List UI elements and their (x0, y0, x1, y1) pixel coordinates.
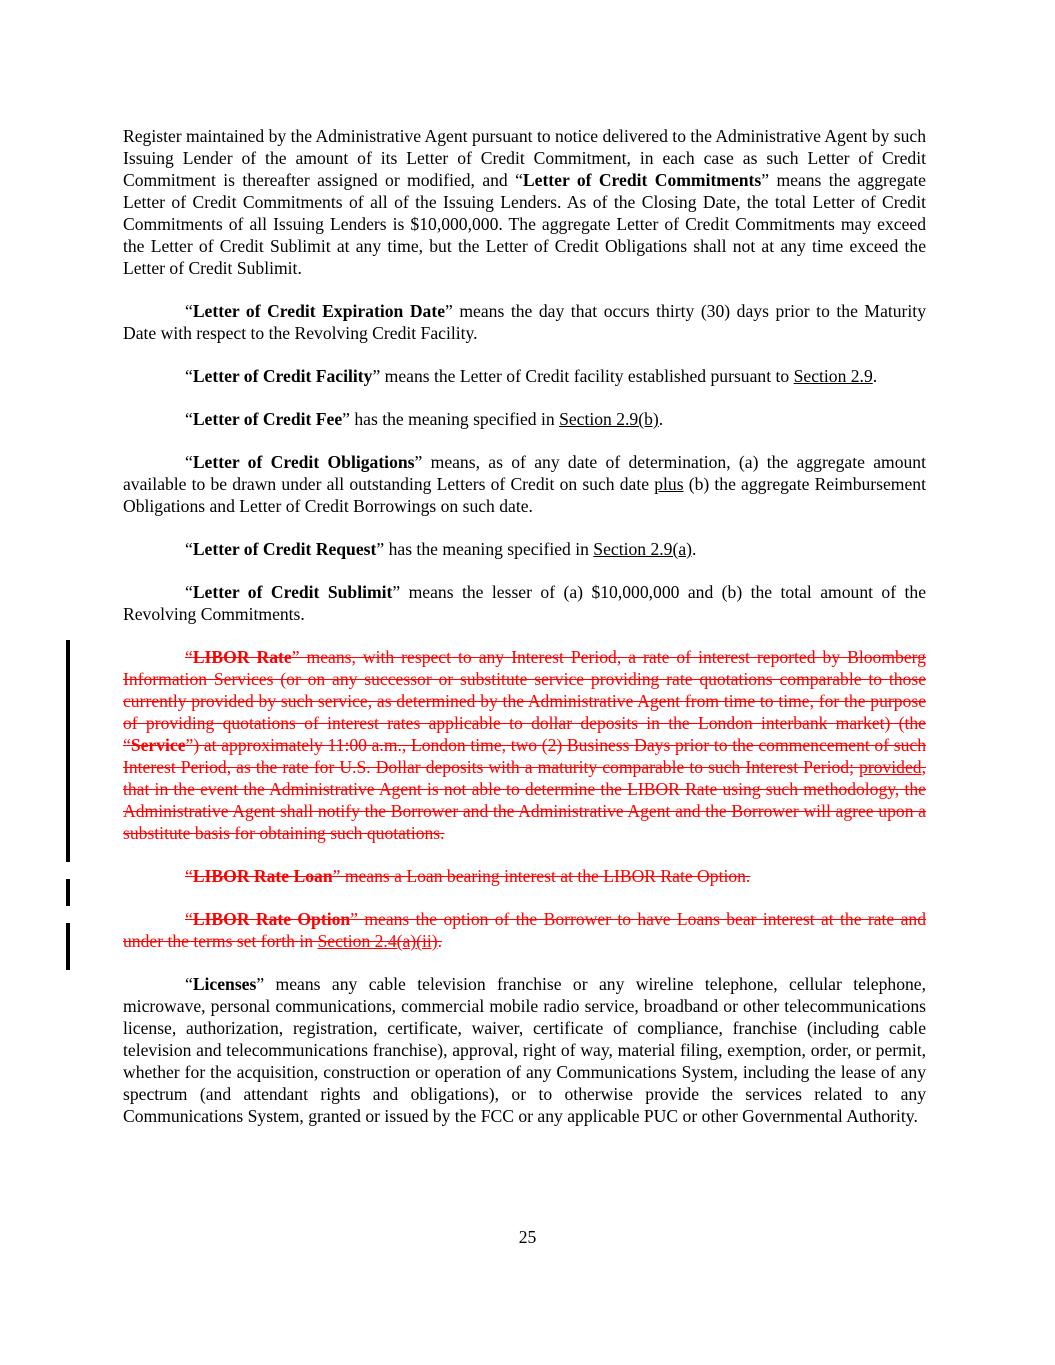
page-number: 25 (518, 1227, 537, 1247)
change-bar (66, 879, 70, 906)
defined-term: Service (130, 735, 186, 755)
section-reference: Section 2.9 (793, 366, 873, 386)
defined-term: Letter of Credit Sublimit (192, 582, 393, 602)
definition-letter-of-credit-expiration-date: “Letter of Credit Expiration Date” means the day that occurs thirty (30) days prior to the Maturity Date with respect to the Revolving Credit Facility. (123, 301, 926, 343)
deleted-definition-libor-rate-loan: “LIBOR Rate Loan” means a Loan bearing interest at the LIBOR Rate Option. (185, 866, 751, 886)
definition-letter-of-credit-sublimit: “Letter of Credit Sublimit” means the lesser of (a) $10,000,000 and (b) the total amount of the Revolving Commitments. (123, 582, 927, 624)
defined-term: LIBOR Rate (192, 647, 292, 667)
defined-term: LIBOR Rate Option (192, 909, 351, 929)
underlined-word: provided (859, 757, 922, 777)
defined-term: Letter of Credit Obligations (192, 452, 415, 472)
section-reference: Section 2.9(b) (559, 409, 659, 429)
definition-letter-of-credit-fee: “Letter of Credit Fee” has the meaning specified in Section 2.9(b). (185, 409, 664, 429)
document-page (123, 125, 926, 1148)
definition-letter-of-credit-facility: “Letter of Credit Facility” means the Letter of Credit facility established pursuant to Section 2.9. (185, 366, 878, 386)
defined-term: Letter of Credit Expiration Date (192, 301, 446, 321)
deleted-definition-libor-rate-option: “LIBOR Rate Option” means the option of the Borrower to have Loans bear interest at the rate and under the terms set forth in Section 2.4(a)(ii). (123, 909, 926, 951)
underlined-word: plus (654, 474, 684, 494)
change-bar (66, 640, 70, 862)
definition-letter-of-credit-request: “Letter of Credit Request” has the meaning specified in Section 2.9(a). (185, 539, 697, 559)
section-reference: Section 2.4(a)(ii) (317, 931, 438, 951)
defined-term: Letter of Credit Commitments (522, 170, 762, 190)
defined-term: Licenses (192, 974, 257, 994)
defined-term: Letter of Credit Request (192, 539, 377, 559)
section-reference: Section 2.9(a) (593, 539, 692, 559)
defined-term: LIBOR Rate Loan (192, 866, 333, 886)
paragraph-letter-of-credit-commitments: Register maintained by the Administrative Agent pursuant to notice delivered to the Administrative Agent by such Issuing Lender of the amount of its Letter of Credit Commitment, in each case as such Letter of Credit Commitment is thereafter assigned or modified, and “Letter of Credit Commitments” means the aggregate Letter of Credit Commitments of all of the Issuing Lenders. As of the Closing Date, the total Letter of Credit Commitments of all Issuing Lenders is $10,000,000. The aggregate Letter of Credit Commitments may exceed the Letter of Credit Sublimit at any time, but the Letter of Credit Obligations shall not at any time exceed the Letter of Credit Sublimit. (123, 126, 926, 278)
definition-letter-of-credit-obligations: “Letter of Credit Obligations” means, as of any date of determination, (a) the aggregate amount available to be drawn under all outstanding Letters of Credit on such date plus (b) the aggregate Reimbursement Obligations and Letter of Credit Borrowings on such date. (123, 452, 926, 516)
defined-term: Letter of Credit Facility (192, 366, 373, 386)
deleted-definition-libor-rate: “LIBOR Rate” means, with respect to any Interest Period, a rate of interest reported by Bloomberg Information Services (or on any successor or substitute service providing rate quotations comparable to those currently provided by such service, as determined by the Administrative Agent from time to time, for the purpose of providing quotations of interest rates applicable to dollar deposits in the London interbank market) (the “Service”) at approximately 11:00 a.m., London time, two (2) Business Days prior to the commencement of such Interest Period, as the rate for U.S. Dollar deposits with a maturity comparable to such Interest Period; provided, that in the event the Administrative Agent is not able to determine the LIBOR Rate using such methodology, the Administrative Agent shall notify the Borrower and the Administrative Agent and the Borrower will agree upon a substitute basis for obtaining such quotations. (123, 647, 926, 843)
change-bar (66, 923, 70, 970)
defined-term: Letter of Credit Fee (192, 409, 343, 429)
definition-licenses: “Licenses” means any cable television franchise or any wireline telephone, cellular telephone, microwave, personal communications, commercial mobile radio service, broadband or other telecommunications license, authorization, registration, certificate, waiver, certificate of compliance, franchise (including cable television and telecommunications franchise), approval, right of way, material filing, exemption, order, or permit, whether for the acquisition, construction or operation of any Communications System, including the lease of any spectrum (and attendant rights and obligations), or to otherwise provide the services related to any Communications System, granted or issued by the FCC or any applicable PUC or other Governmental Authority. (123, 974, 926, 1126)
